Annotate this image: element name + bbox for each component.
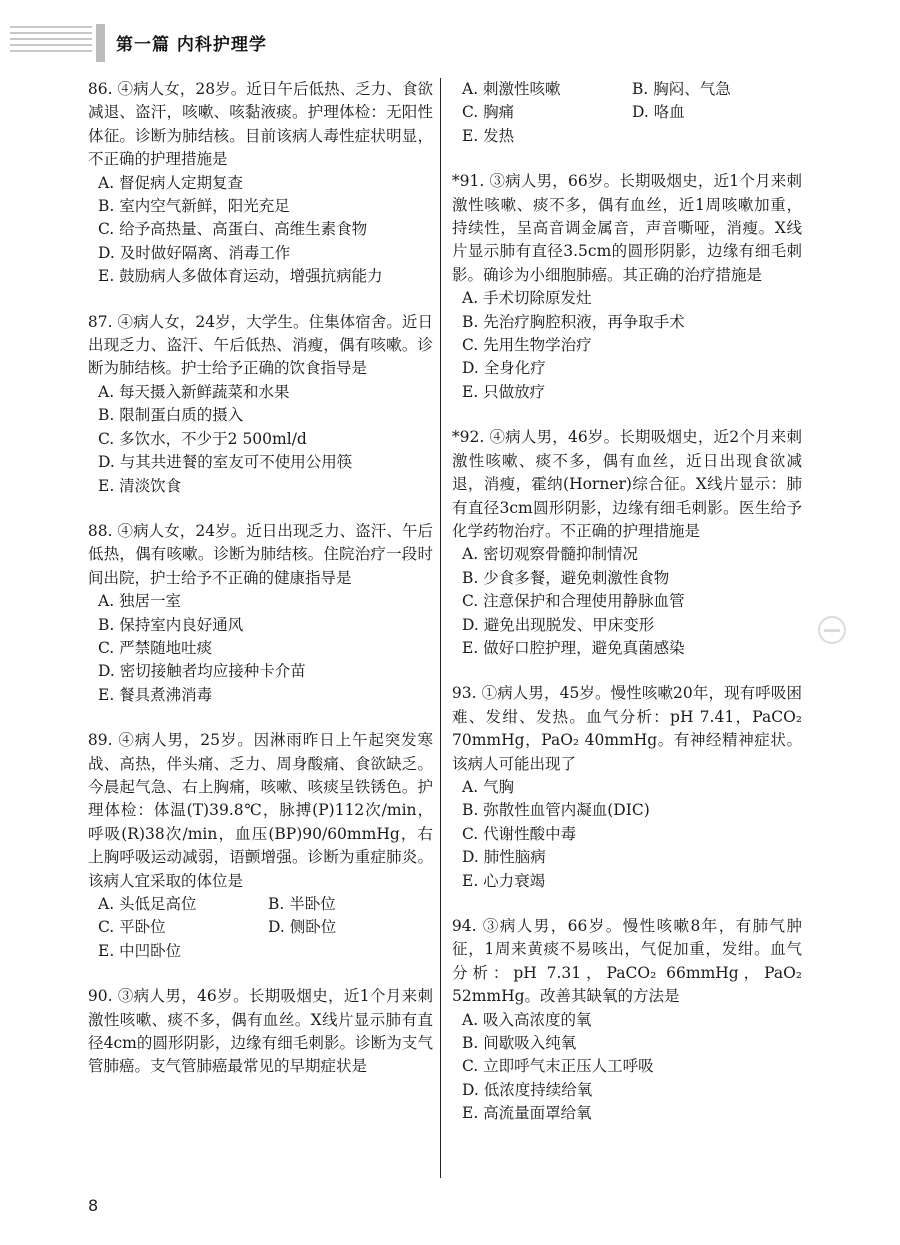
- question-item: [88, 985, 433, 1079]
- question-item: [452, 682, 802, 893]
- section-title: 第一篇 内科护理学: [116, 35, 267, 55]
- option-list: [88, 590, 433, 707]
- answer-option: B. 限制蛋白质的摄入: [98, 406, 244, 425]
- question-item: [88, 729, 433, 963]
- question-item: [452, 426, 802, 660]
- option-list: [452, 287, 802, 404]
- answer-option: E. 只做放疗: [462, 382, 546, 401]
- option-grid: [88, 893, 433, 940]
- answer-option: A. 密切观察骨髓抑制情况: [462, 545, 639, 564]
- answer-option: C. 平卧位: [98, 918, 166, 937]
- option-list: [88, 940, 433, 963]
- question-stem: 90. ③病人男，46岁。长期吸烟史，近1个月来刺激性咳嗽、痰不多，偶有血丝。X线片显示肺有直径4cm的圆形阴影，边缘有细毛刺影。诊断为支气管肺癌。支气管肺癌最常见的早期症状是: [87, 987, 433, 1076]
- answer-option: A. 独居一室: [98, 592, 182, 611]
- answer-option: D. 密切接触者均应接种卡介苗: [98, 662, 306, 681]
- question-item: [452, 915, 802, 1126]
- right-column: [452, 78, 802, 1148]
- column-divider: [440, 78, 441, 1178]
- answer-option: E. 清淡饮食: [98, 476, 182, 495]
- answer-option: D. 全身化疗: [462, 359, 546, 378]
- question-stem: *92. ④病人男，46岁。长期吸烟史，近2个月来刺激性咳嗽、痰不多，偶有血丝，近日出现食欲减退，消瘦，霍纳(Horner)综合征。X线片显示：肺有直径3cm圆形阴影，边缘有细毛刺影。医生给予化学药物治疗。不正确的护理措施是: [451, 428, 802, 540]
- answer-option: E. 发热: [462, 126, 515, 145]
- question-stem: 88. ④病人女，24岁。近日出现乏力、盗汗、午后低热，偶有咳嗽。诊断为肺结核。住院治疗一段时间出院，护士给予不正确的健康指导是: [87, 521, 433, 587]
- header-decoration: [10, 26, 92, 60]
- answer-option: E. 餐具煮沸消毒: [98, 685, 213, 704]
- answer-option: D. 肺性脑病: [462, 848, 546, 867]
- answer-option: D. 侧卧位: [268, 918, 337, 937]
- option-list: [452, 543, 802, 660]
- answer-option: B. 间歇吸入纯氧: [462, 1034, 577, 1053]
- answer-option: B. 半卧位: [268, 895, 336, 913]
- answer-option: B. 弥散性血管内凝血(DIC): [462, 801, 650, 820]
- question-stem: 93. ①病人男，45岁。慢性咳嗽20年，现有呼吸困难、发绀、发热。血气分析：pH 7.41，PaCO₂ 70mmHg，PaO₂ 40mmHg。有神经精神症状。该病人可能出现了: [451, 684, 802, 773]
- answer-option: A. 头低足高位: [98, 895, 197, 913]
- answer-option: C. 胸痛: [462, 103, 515, 122]
- answer-option: C. 代谢性酸中毒: [462, 824, 577, 843]
- answer-option: D. 及时做好隔离、消毒工作: [98, 243, 291, 262]
- answer-option: A. 气胸: [462, 777, 515, 796]
- answer-option: E. 鼓励病人多做体育运动，增强抗病能力: [98, 267, 383, 286]
- left-column: [88, 78, 433, 1101]
- answer-option: D. 与其共进餐的室友可不使用公用筷: [98, 453, 353, 472]
- answer-option: C. 给予高热量、高蛋白、高维生素食物: [98, 220, 368, 239]
- answer-option: E. 高流量面罩给氧: [462, 1104, 592, 1123]
- answer-option: C. 注意保护和合理使用静脉血管: [462, 592, 685, 611]
- answer-option: E. 做好口腔护理，避免真菌感染: [462, 638, 685, 657]
- answer-option: A. 手术切除原发灶: [462, 289, 592, 308]
- option-list: [452, 1009, 802, 1126]
- answer-option: B. 少食多餐，避免刺激性食物: [462, 568, 670, 587]
- option-list: [452, 125, 802, 148]
- answer-option: A. 每天摄入新鲜蔬菜和水果: [98, 382, 290, 401]
- page-number: 8: [88, 1196, 99, 1215]
- answer-option: D. 咯血: [632, 103, 685, 122]
- question-item: [88, 520, 433, 707]
- question-item: [452, 78, 802, 148]
- answer-option: B. 室内空气新鲜，阳光充足: [98, 197, 290, 216]
- answer-option: E. 中凹卧位: [98, 941, 182, 960]
- question-stem: 89. ④病人男，25岁。因淋雨昨日上午起突发寒战、高热，伴头痛、乏力、周身酸痛、食欲缺乏。今晨起气急、右上胸痛，咳嗽、咳痰呈铁锈色。护理体检：体温(T)39.8℃，脉搏(P)112次/min，呼吸(R)38次/min，血压(BP)90/60mmHg，右上胸呼吸运动减弱，语颤增强。诊断为重症肺炎。该病人宜采取的体位是: [87, 731, 433, 890]
- answer-option: B. 先治疗胸腔积液，再争取手术: [462, 312, 685, 331]
- answer-option: C. 严禁随地吐痰: [98, 638, 213, 657]
- question-item: [88, 78, 433, 289]
- question-stem: 94. ③病人男，66岁。慢性咳嗽8年，有肺气肿征，1周来黄痰不易咳出，气促加重，发绀。血气分析：pH 7.31，PaCO₂ 66mmHg，PaO₂ 52mmHg。改善其缺氧的方法是: [451, 917, 802, 1006]
- question-stem: *91. ③病人男，66岁。长期吸烟史，近1个月来刺激性咳嗽、痰不多，偶有血丝，近1周咳嗽加重，持续性，呈高音调金属音，声音嘶哑，消瘦。X线片显示肺有直径3.5cm的圆形阴影，边缘有细毛刺影。确诊为小细胞肺癌。其正确的治疗措施是: [451, 172, 802, 284]
- option-grid: [452, 78, 802, 125]
- answer-option: D. 避免出现脱发、甲床变形: [462, 615, 655, 634]
- answer-option: B. 胸闷、气急: [632, 80, 731, 98]
- option-list: [88, 172, 433, 289]
- answer-option: D. 低浓度持续给氧: [462, 1080, 593, 1099]
- question-stem: 86. ④病人女，28岁。近日午后低热、乏力、食欲减退、盗汗，咳嗽、咳黏液痰。护理体检：无阳性体征。诊断为肺结核。目前该病人毒性症状明显，不正确的护理措施是: [87, 80, 433, 169]
- publisher-logo-icon: [818, 616, 846, 644]
- header-block: [96, 24, 105, 62]
- answer-option: C. 多饮水，不少于2 500ml/d: [98, 429, 307, 448]
- answer-option: C. 先用生物学治疗: [462, 336, 592, 355]
- answer-option: C. 立即呼气末正压人工呼吸: [462, 1057, 654, 1076]
- answer-option: A. 吸入高浓度的氧: [462, 1010, 592, 1029]
- question-item: [88, 311, 433, 498]
- answer-option: B. 保持室内良好通风: [98, 615, 244, 634]
- answer-option: A. 督促病人定期复查: [98, 173, 244, 192]
- question-stem: 87. ④病人女，24岁，大学生。住集体宿舍。近日出现乏力、盗汗、午后低热、消瘦，偶有咳嗽。诊断为肺结核。护士给予正确的饮食指导是: [87, 312, 433, 378]
- answer-option: E. 心力衰竭: [462, 871, 546, 890]
- option-list: [88, 381, 433, 498]
- question-item: [452, 170, 802, 404]
- option-list: [452, 776, 802, 893]
- page-header: [0, 22, 900, 62]
- answer-option: A. 刺激性咳嗽: [462, 80, 561, 98]
